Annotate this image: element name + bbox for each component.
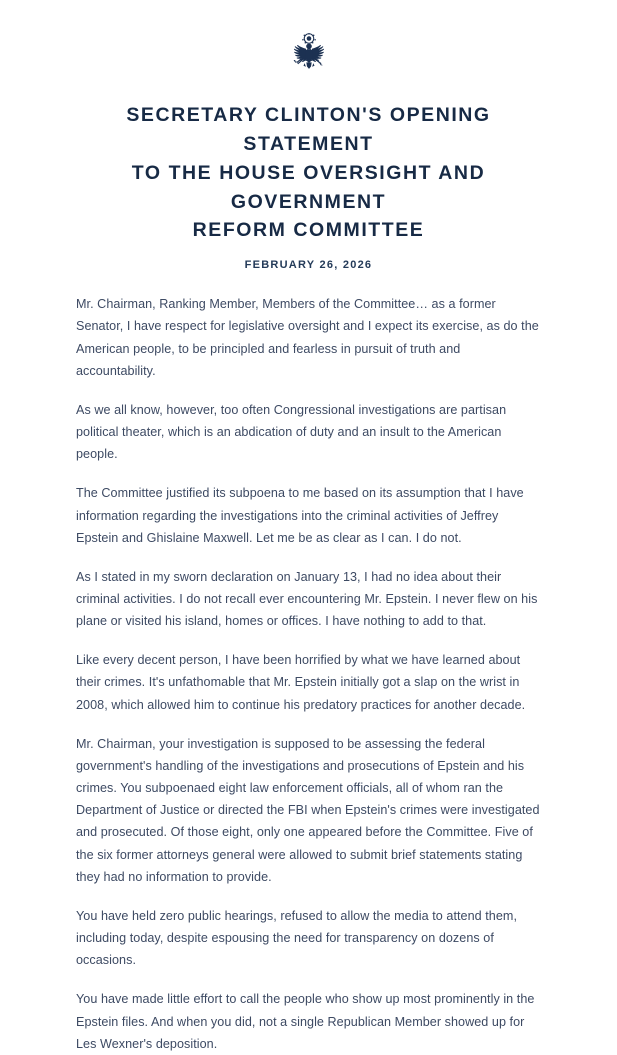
title-block: [0, 101, 617, 271]
title-line-2: TO THE HOUSE OVERSIGHT AND GOVERNMENT: [131, 161, 486, 213]
statement-paragraph: Mr. Chairman, your investigation is supposed to be assessing the federal government's handling of the investigations and prosecutions of Epstein and his crimes. You subpoenaed eight law enforcement officials, all of whom ran the Department of Justice or directed the FBI when Epstein's crimes were investigated and prosecuted. Of those eight, only one appeared before the Committee. Five of the six former attorneys general were allowed to submit brief statements stating they had no information to provide.: [76, 736, 540, 884]
document-date: FEBRUARY 26, 2026: [244, 259, 373, 272]
statement-paragraph: You have made little effort to call the people who show up most prominently in the Epstein files. And when you did, not a single Republican Member showed up for Les Wexner's deposition.: [76, 992, 535, 1051]
statement-paragraph: As I stated in my sworn declaration on January 13, I had no idea about their criminal activities. I do not recall ever encountering Mr. Epstein. I never flew on his plane or visited his island, homes or offices. I have nothing to add to that.: [76, 569, 538, 629]
page-title: [62, 101, 555, 245]
title-line-3: REFORM COMMITTEE: [192, 219, 425, 242]
title-line-1: SECRETARY CLINTON'S OPENING STATEMENT: [126, 104, 491, 155]
statement-paragraph: You have held zero public hearings, refused to allow the media to attend them, including today, despite espousing the need for transparency on dozens of occasions.: [76, 908, 517, 968]
statement-paragraph: Like every decent person, I have been horrified by what we have learned about their crimes. It's unfathomable that Mr. Epstein initially got a slap on the wrist in 2008, which allowed him to continue his predatory practices for another decade.: [76, 653, 526, 712]
statement-paragraph: As we all know, however, too often Congressional investigations are partisan political theater, which is an abdication of duty and an insult to the American people.: [76, 402, 507, 462]
us-great-seal-eagle-icon: [287, 33, 331, 81]
statement-body: [0, 293, 617, 1055]
statement-paragraph: The Committee justified its subpoena to me based on its assumption that I have information regarding the investigations into the criminal activities of Jeffrey Epstein and Ghislaine Maxwell. Let me be as clear as I can. I do not.: [76, 486, 524, 545]
seal-container: [0, 0, 617, 81]
statement-paragraph: Mr. Chairman, Ranking Member, Members of the Committee… as a former Senator, I have respect for legislative oversight and I expect its exercise, as do the American people, to be principled and fearless in pursuit of truth and accountability.: [76, 297, 539, 378]
